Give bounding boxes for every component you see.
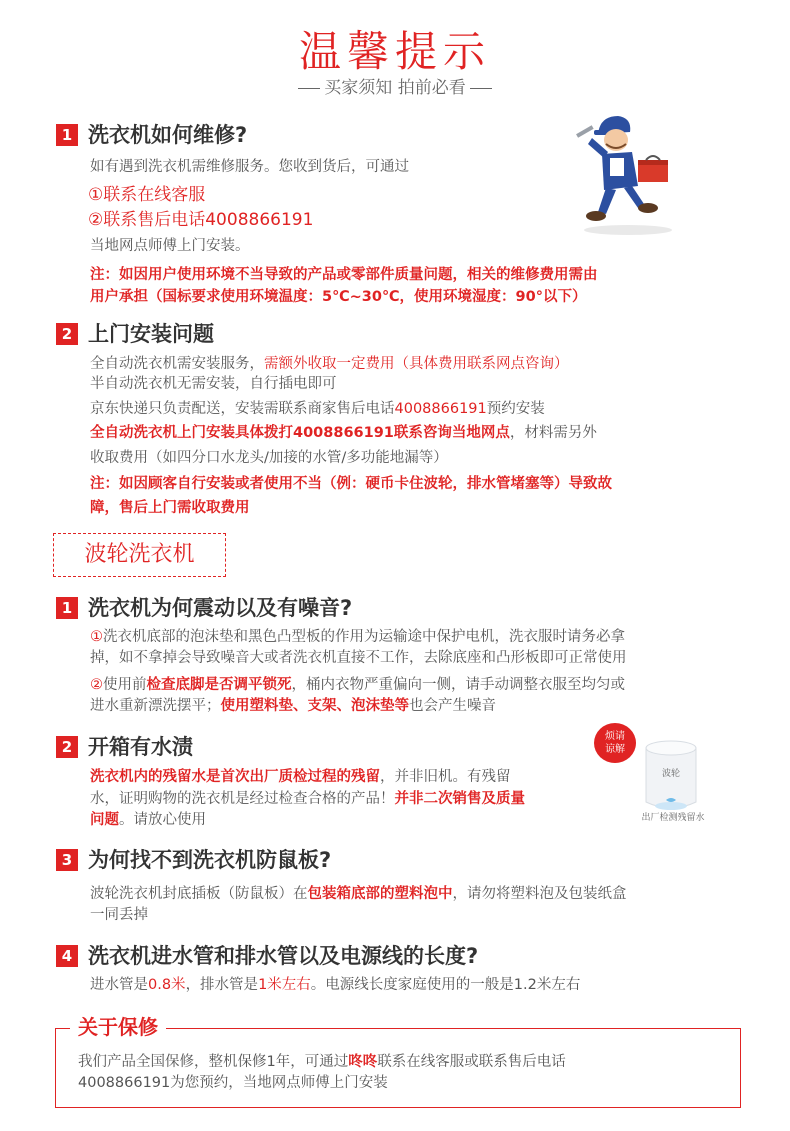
page-title: 温馨提示	[298, 27, 491, 76]
section-number-badge: 1	[56, 124, 78, 146]
question-heading: 开箱有水渍	[88, 735, 193, 759]
text-run: 预约安装	[486, 401, 545, 417]
text-run: 我们产品全国保修，整机保修1年，可通过	[78, 1054, 349, 1070]
text-run: 。请放心使用	[119, 812, 206, 828]
text-run: 使用前	[103, 677, 147, 693]
paragraph-line	[90, 694, 496, 719]
paragraph-line	[90, 882, 627, 907]
note-line: 注：如因用户使用环境不当导致的产品或零部件质量问题，相关的维修费用需由	[90, 267, 598, 283]
note-line: 障，售后上门需收取费用	[90, 500, 250, 516]
section-number-badge: 2	[56, 323, 78, 345]
question-number-badge: 2	[56, 736, 78, 758]
text-run: 全自动洗衣机需安装服务，	[90, 356, 264, 372]
highlight-text: 洗衣机内的残留水是首次出厂质检过程的残留	[90, 769, 380, 785]
paragraph-line: 4008866191为您预约，当地网点师傅上门安装	[78, 1075, 388, 1091]
text-run: 水，证明购物的洗衣机是经过检查合格的产品！	[90, 791, 395, 807]
paragraph-line	[90, 808, 206, 833]
text-run: 京东快递只负责配送，安装需联系商家售后电话	[90, 401, 395, 417]
text-run: 进水重新漂洗摆平；	[90, 698, 221, 714]
paragraph-line: 收取费用（如四分口水龙头/加接的水管/多功能地漏等）	[90, 450, 448, 466]
text-run: ，请勿将塑料泡及包装纸盒	[452, 886, 627, 902]
image-label: 波轮	[661, 769, 680, 779]
highlight-text: 问题	[90, 812, 119, 828]
section-heading: 洗衣机如何维修?	[88, 123, 248, 147]
contact-option: ②联系售后电话4008866191	[88, 210, 314, 230]
list-marker: ②	[90, 677, 103, 693]
highlight-text: 包装箱底部的塑料泡中	[307, 886, 453, 902]
subtitle-text: 买家须知 拍前必看	[324, 78, 466, 98]
warranty-title: 关于保修	[70, 1012, 166, 1042]
list-marker: ①	[90, 629, 103, 645]
badge-text: 烦请	[605, 731, 625, 742]
question-number-badge: 1	[56, 597, 78, 619]
highlight-text: 并非二次销售及质量	[394, 791, 525, 807]
text-run: ，材料需另外	[509, 425, 597, 441]
question-number-badge: 3	[56, 849, 78, 871]
highlight-text: 检查底脚是否调平锁死	[146, 677, 292, 693]
apology-badge	[594, 723, 636, 763]
highlight-text: 全自动洗衣机上门安装具体拨打4008866191联系咨询当地网点	[90, 425, 510, 441]
highlight-text: 需额外收取一定费用（具体费用联系网点咨询）	[264, 356, 569, 372]
paragraph-line	[90, 973, 580, 998]
text-run: 也会产生噪音	[409, 698, 496, 714]
phone-number: 4008866191	[394, 401, 487, 417]
section-heading: 上门安装问题	[88, 322, 214, 346]
text-run: 进水管是	[90, 977, 148, 993]
question-heading: 洗衣机为何震动以及有噪音?	[88, 596, 353, 620]
paragraph-line: 半自动洗衣机无需安装，自行插电即可	[90, 376, 337, 392]
paragraph-line: 一同丢掉	[90, 907, 148, 923]
paragraph-line	[90, 397, 545, 422]
text-run: ，排水管是	[185, 977, 259, 993]
question-heading: 洗衣机进水管和排水管以及电源线的长度?	[88, 944, 479, 968]
section-label: 波轮洗衣机	[53, 533, 226, 577]
note-line: 用户承担（国标要求使用环境温度：5℃~30℃，使用环境湿度：90°以下）	[90, 289, 587, 305]
text-run: 波轮洗衣机封底插板（防鼠板）在	[90, 886, 308, 902]
paragraph-line: 如有遇到洗衣机需维修服务。您收到货后，可通过	[90, 159, 409, 175]
divider	[470, 88, 492, 89]
text-run: ，桶内衣物严重偏向一侧，请手动调整衣服至均匀或	[291, 677, 625, 693]
contact-option: ①联系在线客服	[88, 185, 206, 205]
highlight-value: 1米左右	[258, 977, 311, 993]
page-subtitle	[0, 76, 790, 100]
note-line: 注：如因顾客自行安装或者使用不当（例：硬币卡住波轮，排水管堵塞等）导致故	[90, 476, 612, 492]
paragraph-line: 当地网点师傅上门安装。	[90, 238, 250, 254]
highlight-value: 0.8米	[148, 977, 186, 993]
divider	[298, 88, 320, 89]
image-caption: 出厂检测残留水	[641, 813, 705, 823]
text-run: ，并非旧机。有残留	[380, 769, 511, 785]
text-run: 联系在线客服或联系售后电话	[377, 1054, 566, 1070]
paragraph-line	[90, 421, 597, 446]
highlight-text: 使用塑料垫、支架、泡沫垫等	[220, 698, 409, 714]
repairman-illustration	[568, 108, 680, 238]
paragraph-line: 掉，如不拿掉会导致噪音大或者洗衣机直接不工作，去除底座和凸形板即可正常使用	[90, 650, 627, 666]
question-heading: 为何找不到洗衣机防鼠板?	[88, 848, 332, 872]
text-run: 洗衣机底部的泡沫垫和黑色凸型板的作用为运输途中保护电机，洗衣服时请务必拿	[103, 629, 625, 645]
text-run: 。电源线长度家庭使用的一般是1.2米左右	[310, 977, 581, 993]
question-number-badge: 4	[56, 945, 78, 967]
highlight-text: 咚咚	[348, 1054, 378, 1070]
badge-text: 谅解	[605, 744, 625, 755]
